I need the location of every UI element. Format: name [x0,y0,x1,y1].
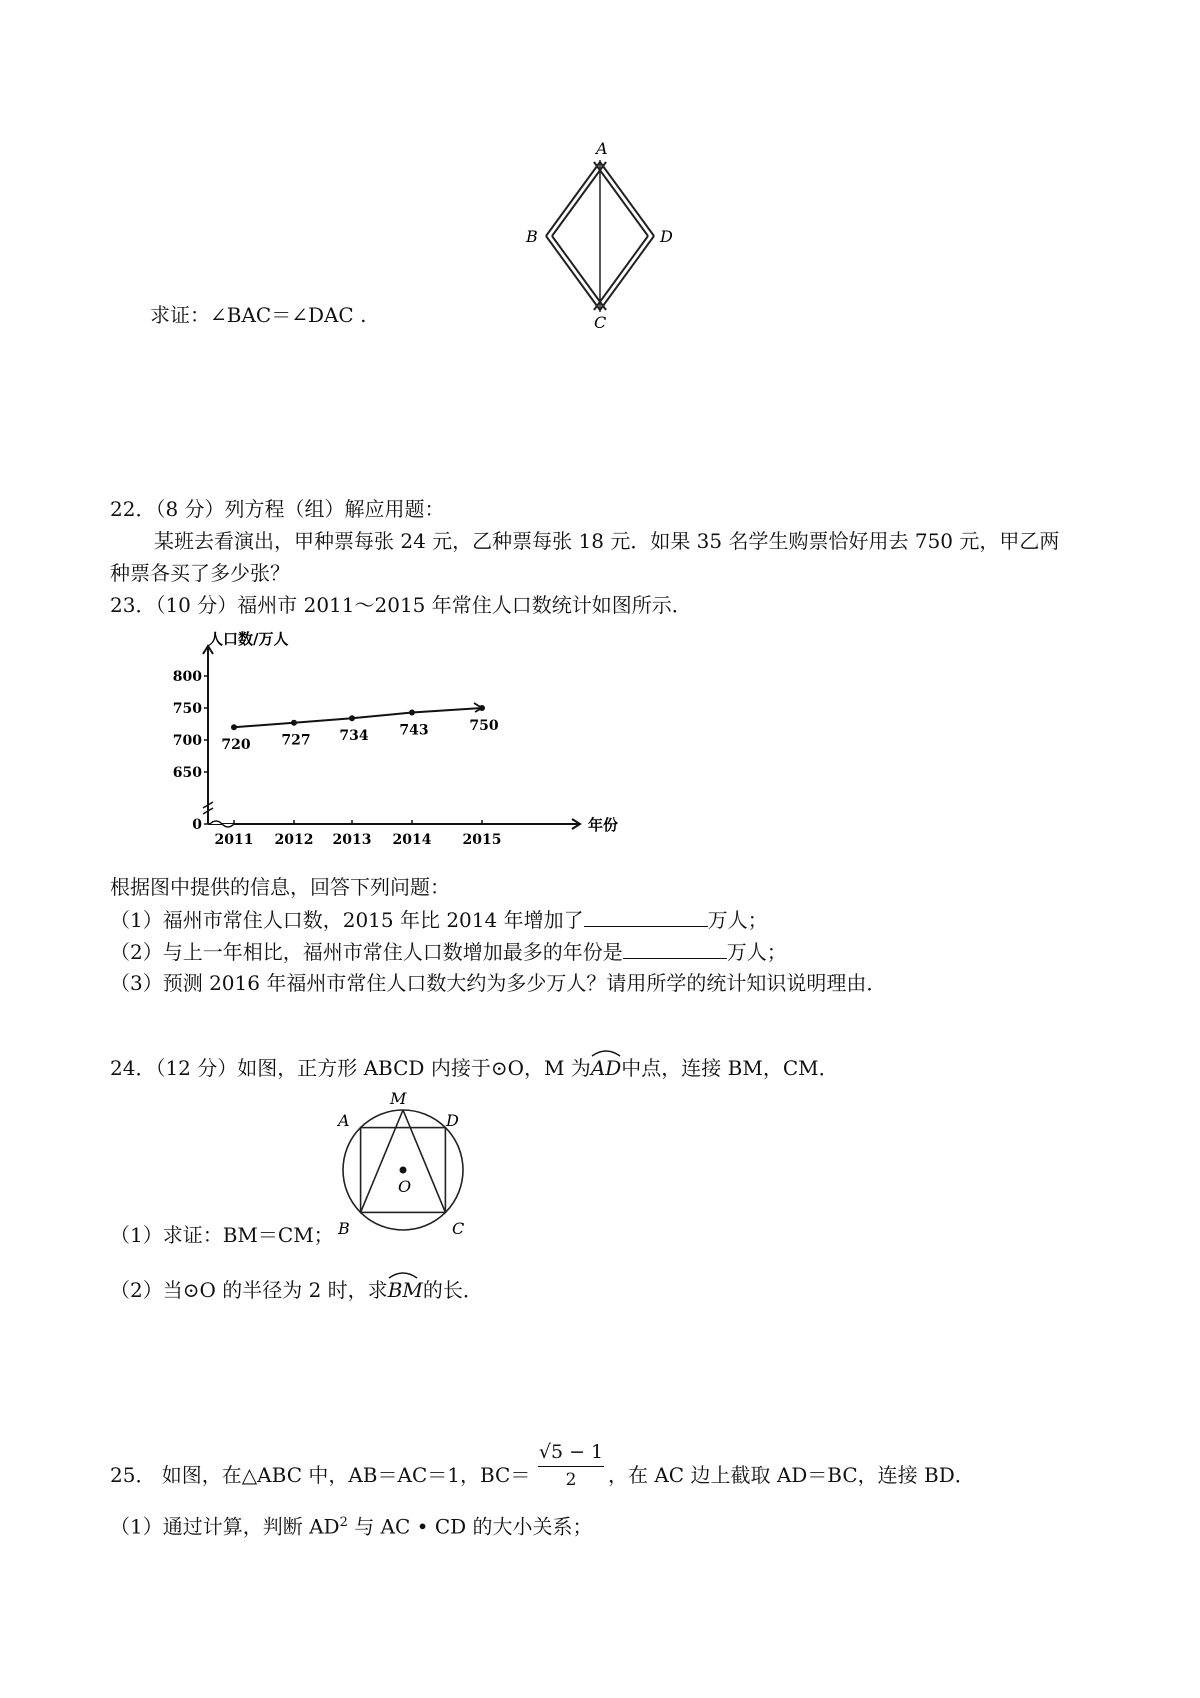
q24-sub1: （1）求证：BM＝CM； [110,1223,334,1247]
arc-bm-text: BM [387,1278,423,1302]
circle-label-b: B [338,1219,350,1238]
y-tick-label: 650 [172,765,202,781]
q23-sub1-unit: 万人； [707,908,768,932]
answer-blank-1[interactable] [584,906,708,927]
y-tick-label: 700 [172,733,202,749]
x-tick-label: 2014 [392,832,432,848]
q25-title-left: 25． 如图，在△ABC 中，AB＝AC＝1，BC＝ [110,1463,531,1487]
data-point [231,724,237,730]
circle-label-a: A [338,1111,350,1130]
q23-sub1 [110,906,768,933]
q25-sub1 [110,1510,593,1540]
circle-label-d: D [446,1111,459,1130]
fraction-bc [538,1440,604,1491]
data-label: 734 [339,728,369,745]
q23-title: 23．（10 分）福州市 2011～2015 年常住人口数统计如图所示． [110,593,692,617]
x-tick-label: 2015 [462,832,502,848]
data-point [291,720,297,726]
q25-title-right: ，在 AC 边上截取 AD＝BC，连接 BD． [608,1463,975,1487]
q23-sub1-text: （1）福州市常住人口数，2015 年比 2014 年增加了 [110,908,584,932]
q21-prove: 求证：∠BAC＝∠DAC . [150,303,367,327]
q24-sub2-tail: 的长． [422,1278,483,1302]
q23-sub2 [110,938,787,965]
rhombus-label-a: A [596,140,608,158]
answer-blank-2[interactable] [623,938,727,959]
data-point [409,709,415,715]
arc-bm-mark [388,1271,418,1279]
q23-sub2-unit: 万人； [726,940,787,964]
q25-sub1-tail: 与 AC • CD 的大小关系； [347,1514,593,1539]
data-point [479,705,485,711]
y-tick-label: 750 [172,701,202,717]
q25-sub1-text: （1）通过计算，判断 AD [110,1514,340,1539]
fraction-denominator: 2 [565,1470,577,1490]
arc-ad-text: AD [590,1056,622,1080]
rhombus-label-b: B [526,227,538,246]
population-line-chart [160,628,620,860]
q24-sub2-text: （2）当⊙O 的半径为 2 时，求 [110,1278,388,1302]
arc-ad [591,1055,621,1081]
q22-line1: 某班去看演出，甲种票每张 24 元，乙种票每张 18 元．如果 35 名学生购票恰好用去 750 元，甲乙两 [154,529,1060,553]
q23-sub2-text: （2）与上一年相比，福州市常住人口数增加最多的年份是 [110,940,623,964]
data-label: 727 [281,732,311,749]
circle-label-c: C [452,1219,465,1238]
series-line [234,708,482,727]
circle-label-m: M [390,1090,407,1108]
x-axis-title: 年份 [588,816,619,834]
q24-title-text: 24．（12 分）如图，正方形 ABCD 内接于⊙O，M 为 [110,1056,591,1080]
q24-title-tail: 中点，连接 BM，CM． [621,1056,839,1080]
q24-sub2 [110,1277,483,1303]
q25-sub1-exponent: 2 [339,1515,348,1530]
x-tick-label: 2011 [214,832,254,848]
rhombus-label-d: D [660,227,673,246]
q22-line2: 种票各买了多少张？ [110,561,290,585]
fraction-numerator: √5 − 1 [538,1441,604,1463]
q23-sub3: （3）预测 2016 年福州市常住人口数大约为多少万人？请用所学的统计知识说明理由． [110,971,887,995]
y-tick-label: 800 [172,669,202,685]
x-tick-label: 2012 [274,832,314,848]
arc-ad-mark [591,1049,621,1057]
x-axis-break [210,821,234,827]
circle-square-figure [328,1090,478,1240]
q22-title: 22．（8 分）列方程（组）解应用题： [110,497,445,521]
data-label: 743 [399,722,429,739]
fraction-bar [538,1466,604,1467]
data-point [349,715,355,721]
x-tick-label: 2013 [332,832,372,848]
q24-title [110,1055,839,1081]
y-axis-title: 人口数/万人 [208,630,289,648]
q23-intro: 根据图中提供的信息，回答下列问题： [110,875,450,899]
arc-bm [388,1277,423,1303]
rhombus-figure [520,140,680,330]
data-label: 750 [469,718,499,734]
y-tick-label: 0 [192,817,202,833]
data-label: 720 [221,737,251,754]
circle-label-o: O [398,1177,412,1196]
rhombus-label-c: C [594,313,607,330]
